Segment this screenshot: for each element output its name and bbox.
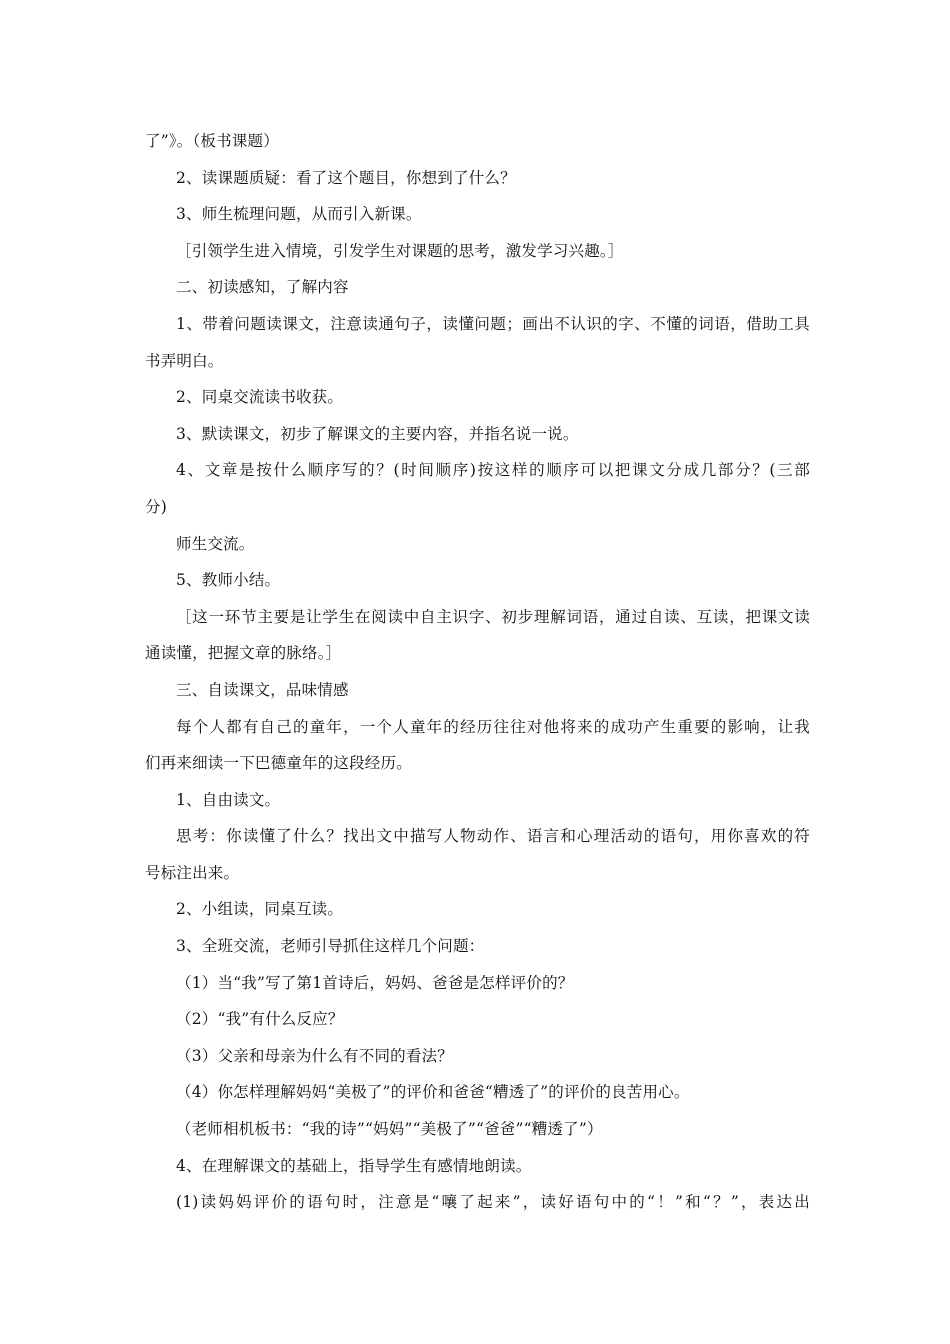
text-line: 每个人都有自己的童年，一个人童年的经历往往对他将来的成功产生重要的影响，让我 (176, 717, 810, 736)
text-line: （4）你怎样理解妈妈“美极了”的评价和爸爸“糟透了”的评价的良苦用心。 (176, 1083, 690, 1102)
text-line: 1、带着问题读课文，注意读通句子，读懂问题；画出不认识的字、不懂的词语，借助工具 (176, 314, 810, 333)
text-line: 3、默读课文，初步了解课文的主要内容，并指名说一说。 (176, 424, 579, 443)
text-line: （2）“我”有什么反应？ (176, 1010, 344, 1029)
document-body (145, 123, 810, 1221)
text-line: 3、师生梳理问题，从而引入新课。 (176, 205, 422, 224)
text-line: 3、全班交流，老师引导抓住这样几个问题： (176, 937, 485, 956)
text-line: 2、同桌交流读书收获。 (176, 388, 344, 407)
text-line: 书弄明白。 (145, 351, 224, 370)
text-line: 1、自由读文。 (176, 790, 281, 809)
text-line: 号标注出来。 (145, 863, 240, 882)
text-line: 了”》。（板书课题） (145, 132, 279, 150)
text-line: 三、自读课文，品味情感 (176, 680, 349, 699)
text-line: 2、小组读，同桌互读。 (176, 900, 344, 919)
text-line: 4、文章是按什么顺序写的？(时间顺序)按这样的顺序可以把课文分成几部分？(三部 (176, 461, 810, 480)
text-line: 师生交流。 (176, 534, 255, 553)
text-line: 分) (145, 497, 167, 516)
text-line: ［引领学生进入情境，引发学生对课题的思考，激发学习兴趣。］ (176, 241, 624, 260)
text-line: （3）父亲和母亲为什么有不同的看法？ (176, 1046, 453, 1065)
text-line: （老师相机板书：“我的诗”“妈妈”“美极了”“爸爸”“糟透了”） (176, 1120, 603, 1139)
text-line: 通读懂，把握文章的脉络。］ (145, 644, 342, 663)
text-line: （1）当“我”写了第1首诗后，妈妈、爸爸是怎样评价的？ (176, 973, 574, 992)
text-line: 4、在理解课文的基础上，指导学生有感情地朗读。 (176, 1156, 532, 1175)
text-line: (1)读妈妈评价的语句时，注意是“嚷了起来”，读好语句中的“！”和“？”，表达出 (176, 1193, 810, 1212)
text-line: 们再来细读一下巴德童年的这段经历。 (145, 754, 412, 773)
text-line: 思考：你读懂了什么？找出文中描写人物动作、语言和心理活动的语句，用你喜欢的符 (176, 827, 810, 846)
text-line: 二、初读感知，了解内容 (176, 278, 349, 297)
text-line: ［这一环节主要是让学生在阅读中自主识字、初步理解词语，通过自读、互读，把课文读 (176, 607, 810, 626)
text-line: 2、读课题质疑：看了这个题目，你想到了什么？ (176, 168, 516, 187)
text-line: 5、教师小结。 (176, 571, 281, 590)
